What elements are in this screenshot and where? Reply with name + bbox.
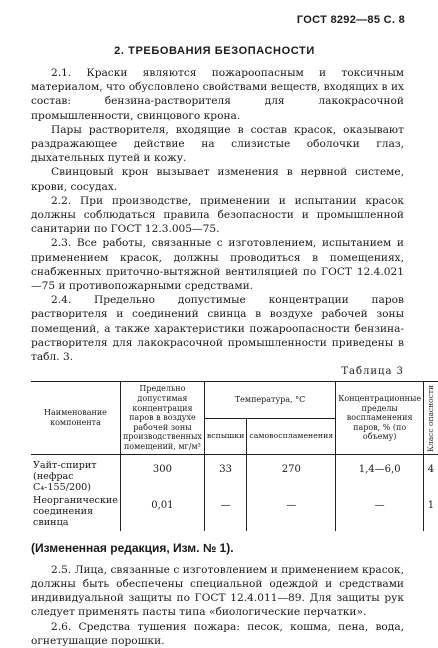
document-body xyxy=(31,66,436,648)
paragraph-vapors: Пары растворителя, входящие в состав красок, оказывают раздражающее действие на слизистые оболочки глаз, дыхательных путей и кожу. xyxy=(31,123,404,165)
header-concentration-limits: Концентрационные пределы воспламенения паров, % (по объему) xyxy=(336,382,424,454)
header-temperature: Температура, °С xyxy=(204,382,335,418)
cell-name: Уайт-спирит (нефрас С₄-155/200) xyxy=(33,459,97,493)
page-header: ГОСТ 8292—85 С. 8 xyxy=(296,14,405,26)
cell-flash: — xyxy=(204,494,246,531)
paragraph-2-2: 2.2. При производстве, применении и испытании красок должны соблюдаться правила безопасности и промышленной санитарии по ГОСТ 12.3.005—75. xyxy=(31,194,404,236)
cell-self: — xyxy=(247,494,336,531)
cell-name: Неорганические соединения свинца xyxy=(33,494,118,528)
header-hazard-class: Класс опасности xyxy=(424,382,438,454)
cell-pdk: 300 xyxy=(120,454,204,494)
cell-flash: 33 xyxy=(204,454,246,494)
paragraph-2-6: 2.6. Средства тушения пожара: песок, кошма, пена, вода, огнетушащие порошки. xyxy=(31,620,404,647)
table-3 xyxy=(31,381,438,530)
paragraph-2-1: 2.1. Краски являются пожароопасным и токсичным материалом, что обусловлено свойствами веществ, входящих в их состав: бензина-растворителя для лакокрасочной промышленности, свинцового крона. xyxy=(31,67,404,122)
cell-class: 4 xyxy=(424,454,438,494)
cell-conc: 1,4—6,0 xyxy=(336,454,424,494)
paragraph-lead: Свинцовый крон вызывает изменения в нервной системе, крови, сосудах. xyxy=(31,166,404,193)
header-self-ignition: самовоспламенения xyxy=(247,418,336,454)
header-pdk: Предельно допустимая концентрация паров в воздухе рабочей зоны производственных помещений, мг/м³ xyxy=(120,382,204,454)
amendment-note: (Измененная редакция, Изм. № 1). xyxy=(31,540,234,555)
table-label: Таблица 3 xyxy=(341,366,404,378)
table-row xyxy=(31,454,438,494)
paragraph-2-3: 2.3. Все работы, связанные с изготовлением, испытанием и применением красок, должны проводиться в помещениях, снабженных приточно-вытяжной вентиляцией по ГОСТ 12.4.021—75 и противопожарными средствами. xyxy=(31,237,404,293)
table-row xyxy=(31,494,438,531)
cell-class: 1 xyxy=(424,494,438,531)
cell-conc: — xyxy=(336,494,424,531)
paragraph-2-4: 2.4. Предельно допустимые концентрации паров растворителя и соединений свинца в воздухе рабочей зоны помещений, а также характеристики пожароопасности бензина-растворителя для лакокрасочной промышленности приведены в табл. 3. xyxy=(31,294,404,364)
paragraph-2-5: 2.5. Лица, связанные с изготовлением и применением красок, должны быть обеспечены специальной одеждой и средствами индивидуальной защиты по ГОСТ 12.4.011—89. Для защиты рук следует применять пасты типа «биологические перчатки». xyxy=(31,563,404,619)
section-title: 2. ТРЕБОВАНИЯ БЕЗОПАСНОСТИ xyxy=(114,45,315,57)
cell-pdk: 0,01 xyxy=(120,494,204,531)
cell-self: 270 xyxy=(247,454,336,494)
header-flash: вспышки xyxy=(204,418,246,454)
header-component: Наименование компонента xyxy=(31,382,120,454)
